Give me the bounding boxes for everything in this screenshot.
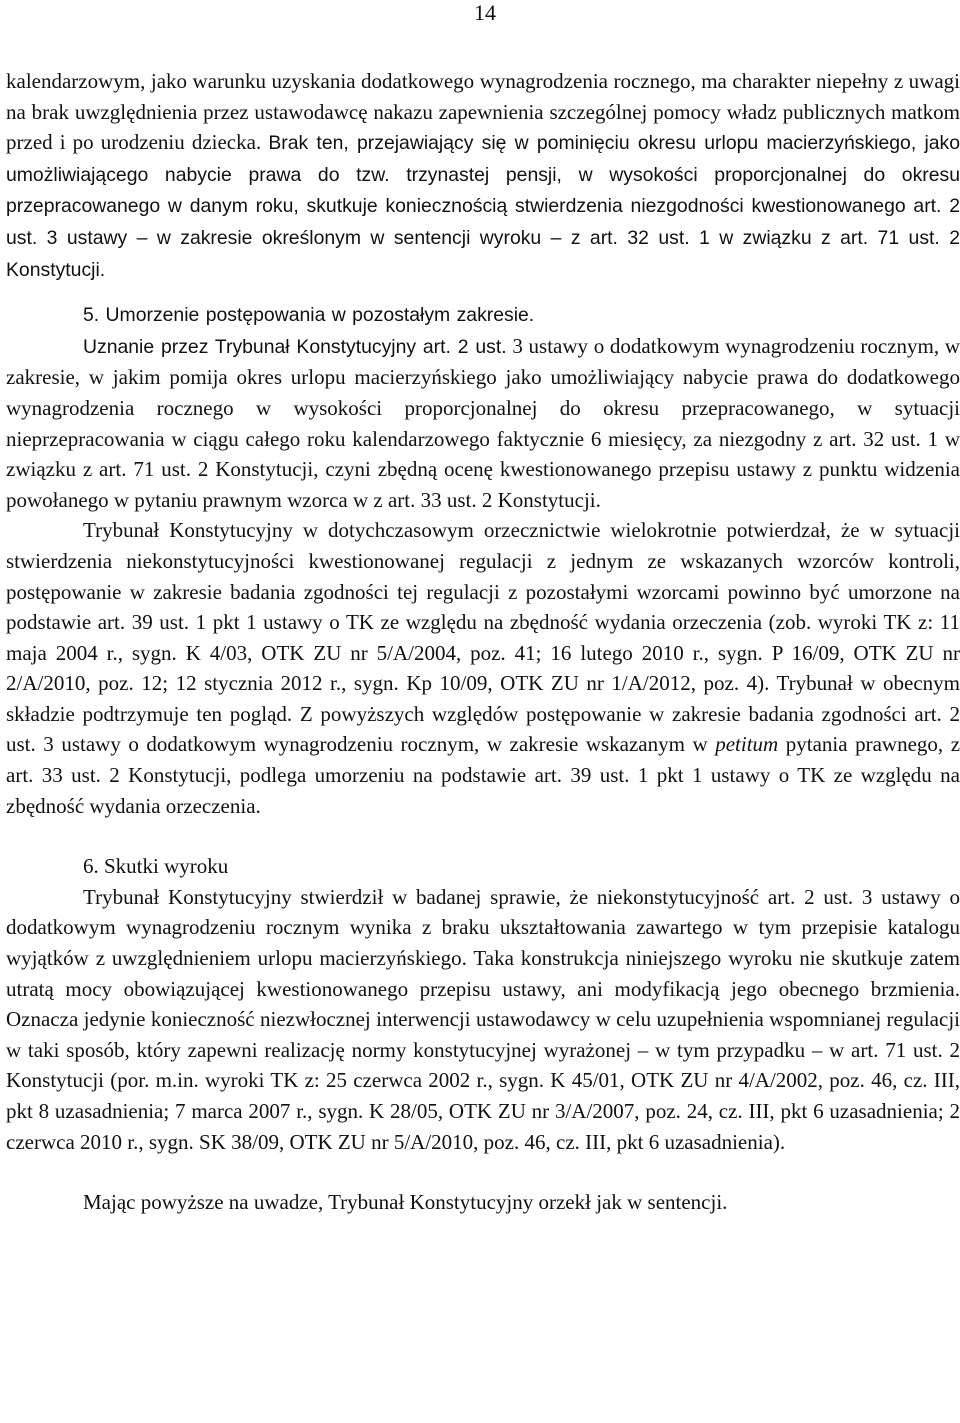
section-6-heading: 6. Skutki wyroku (83, 854, 229, 879)
section-5-paragraph-1-lead: Uznanie przez Trybunał Konstytucyjny art. 2 ust. (83, 335, 507, 358)
section-5-paragraph-2-before: Trybunał Konstytucyjny w dotychczasowym orzecznictwie wielokrotnie potwierdzał, że w sytuacji stwierdzenia niekonstytucyjności kwestionowanej regulacji z jednym ze wskazanych wzorców kontroli, postępowanie w zakresie badania zgodności tej regulacji z pozostałymi wzorcami powinno być umorzone na podstawie art. 39 ust. 1 pkt 1 ustawy o TK ze względu na zbędność wydania orzeczenia (zob. wyroki TK z: 11 maja 2004 r., sygn. K 4/03, OTK ZU nr 5/A/2004, poz. 41; 16 lutego 2010 r., sygn. P 16/09, OTK ZU nr 2/A/2010, poz. 12; 12 stycznia 2012 r., sygn. Kp 10/09, OTK ZU nr 1/A/2012, poz. 4). Trybunał w obecnym składzie podtrzymuje ten pogląd. Z powyższych względów postępowanie w zakresie badania zgodności art. 2 ust. 3 ustawy o dodatkowym wynagrodzeniu rocznym, w zakresie wskazanym w (6, 518, 960, 757)
section-6-paragraph: Trybunał Konstytucyjny stwierdził w badanej sprawie, że niekonstytucyjność art. 2 ust. 3 ustawy o dodatkowym wynagrodzeniu rocznym wynika z braku ukształtowania zawartego w tym przepisie katalogu wyjątków z uwzględnieniem urlopu macierzyńskiego. Taka konstrukcja niniejszego wyroku nie skutkuje zatem utratą mocy obowiązującej kwestionowanego przepisu ustawy, ani modyfikacją jego obecnego brzmienia. Oznacza jedynie konieczność niezwłocznej interwencji ustawodawcy w celu uzupełnienia wspomnianej regulacji w taki sposób, który zapewni realizację normy konstytucyjnej wyrażonej – w tym przypadku – w art. 71 ust. 2 Konstytucji (por. m.in. wyroki TK z: 25 czerwca 2002 r., sygn. K 45/01, OTK ZU nr 4/A/2002, poz. 46, cz. III, pkt 8 uzasadnienia; 7 marca 2007 r., sygn. K 28/05, OTK ZU nr 3/A/2007, poz. 24, cz. III, pkt 6 uzasadnienia; 2 czerwca 2010 r., sygn. SK 38/09, OTK ZU nr 5/A/2010, poz. 46, cz. III, pkt 6 uzasadnienia). (6, 884, 960, 1154)
section-5-paragraph-1-rest: 3 ustawy o dodatkowym wynagrodzeniu rocznym, w zakresie, w jakim pomija okres urlopu macierzyńskiego jako umożliwiający nabycie prawa do dodatkowego wynagrodzenia rocznego w wysokości proporcjonalnej do okresu przepracowanego, w sytuacji nieprzepracowania w ciągu całego roku kalendarzowego faktycznie 6 miesięcy, za niezgodny z art. 32 ust. 1 w związku z art. 71 ust. 2 Konstytucji, czyni zbędną ocenę kwestionowanego przepisu ustawy z punktu widzenia powołanego w pytaniu prawnym wzorca w z art. 33 ust. 2 Konstytucji. (6, 333, 960, 512)
closing-sentence: Mając powyższe na uwadze, Trybunał Konstytucyjny orzekł jak w sentencji. (83, 1190, 728, 1215)
document-body (6, 66, 960, 1218)
intro-paragraph (6, 66, 960, 285)
section-5-paragraph-2-after: pytania prawnego, z art. 33 ust. 2 Konstytucji, podlega umorzeniu na podstawie art. 39 ust. 1 pkt 1 ustawy o TK ze względu na zbędność wydania orzeczenia. (6, 732, 960, 818)
intro-paragraph-serif: kalendarzowym, jako warunku uzyskania dodatkowego wynagrodzenia rocznego, ma charakter niepełny z uwagi na brak uwzględnienia przez ustawodawcę nakazu zapewnienia szczególnej pomocy władz publicznych matkom przed i po urodzeniu dziecka. (6, 69, 960, 155)
section-5-heading: 5. Umorzenie postępowania w pozostałym zakresie. (83, 304, 535, 327)
petitum-term: petitum (715, 732, 779, 757)
intro-paragraph-sans: Brak ten, przejawiający się w pominięciu okresu urlopu macierzyńskiego, jako umożliwiającego nabycie prawa do tzw. trzynastej pensji, w wysokości proporcjonalnej do okresu przepracowanego w danym roku, skutkuje koniecznością stwierdzenia niezgodności kwestionowanego art. 2 ust. 3 ustawy – w zakresie określonym w sentencji wyroku – z art. 32 ust. 1 w związku z art. 71 ust. 2 Konstytucji. (6, 132, 960, 281)
section-5-paragraph-1 (6, 331, 960, 516)
page-number: 14 (474, 0, 496, 25)
section-5-paragraph-2 (6, 515, 960, 821)
